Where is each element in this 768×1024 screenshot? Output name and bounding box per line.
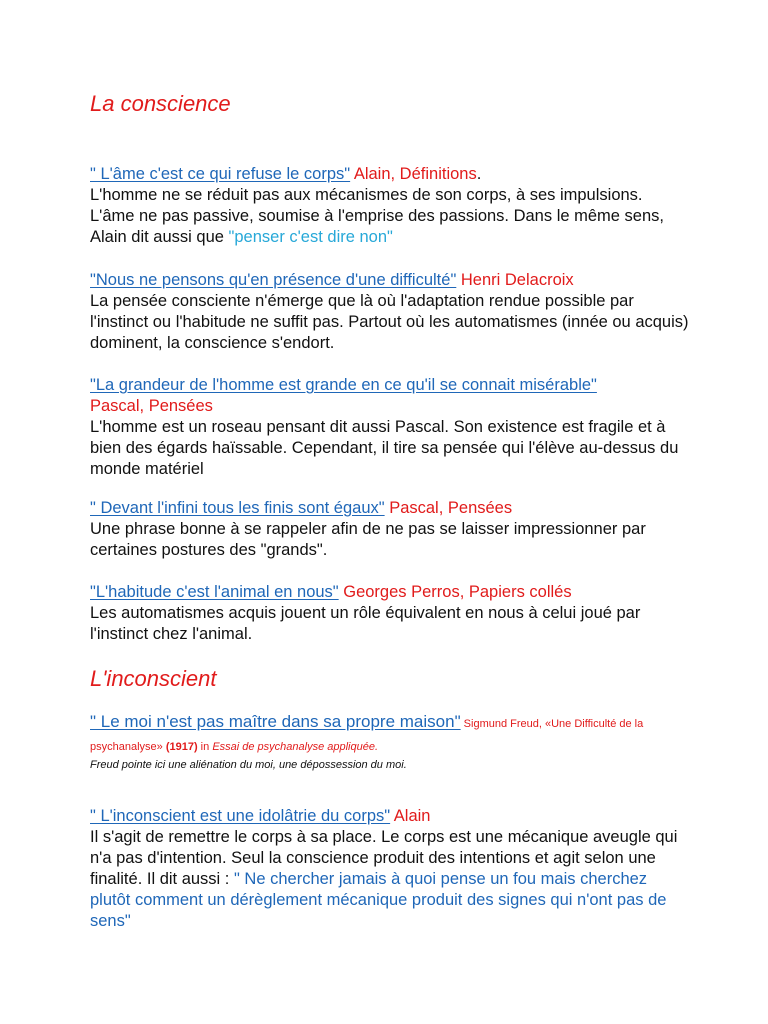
ref-in: in [197, 741, 213, 753]
author-ref: Pascal, Pensées [90, 397, 213, 415]
entry-body: L'homme est un roseau pensant dit aussi Pascal. Son existence est fragile et à bien des égards haïssable. Cependant, il tire sa pensée qui l'élève au-dessus du monde matériel [90, 418, 679, 478]
ref-year: (1917) [165, 741, 198, 753]
author-ref: Pascal, Pensées [384, 499, 513, 517]
quote-link[interactable]: "L'habitude c'est l'animal en nous" [90, 583, 339, 601]
entry-delacroix [90, 270, 690, 354]
quote-link[interactable]: "La grandeur de l'homme est grande en ce qu'il se connait misérable" [90, 376, 597, 394]
entry-pascal-infini [90, 498, 690, 561]
quote-link[interactable]: "Nous ne pensons qu'en présence d'une difficulté" [90, 271, 457, 289]
entry-body: Une phrase bonne à se rappeler afin de ne pas se laisser impressionner par certaines postures des "grands". [90, 520, 646, 559]
entry-pascal-grandeur [90, 375, 690, 480]
ref-book: Essai de psychanalyse appliquée. [212, 741, 379, 753]
entry-body: L'homme ne se réduit pas aux mécanismes de son corps, à ses impulsions. L'âme ne pas passive, soumise à l'emprise des passions. Dans le même sens, Alain dit aussi que [90, 186, 664, 246]
inline-quote: " Ne chercher jamais à quoi pense un fou mais cherchez plutôt comment un dérèglement mécanique produit des signes qui n'ont pas de sens" [90, 870, 667, 930]
ref-author: Sigmund Freud, «Une Difficulté de la psychanalyse» [90, 718, 644, 753]
entry-freud [90, 711, 690, 773]
entry-body: La pensée consciente n'émerge que là où l'adaptation rendue possible par l'instinct ou l'habitude ne suffit pas. Partout où les automatismes (innée ou acquis) dominent, la conscience s'endort. [90, 292, 689, 352]
quote-link[interactable]: " L'inconscient est une idolâtrie du corps" [90, 807, 391, 825]
entry-alain-ame [90, 164, 690, 248]
section-title-inconscient: L'inconscient [90, 666, 217, 691]
entry-note: Freud pointe ici une aliénation du moi, une dépossession du moi. [90, 759, 407, 771]
section-title-conscience: La conscience [90, 91, 231, 116]
entry-alain-inconscient [90, 806, 690, 932]
inline-quote: "penser c'est dire non" [228, 228, 393, 246]
entry-body: Il s'agit de remettre le corps à sa place. Le corps est une mécanique aveugle qui n'a pas d'intention. Seul la conscience produit des intentions et agit selon une finalité. Il dit aussi : [90, 828, 678, 888]
quote-link[interactable]: " Devant l'infini tous les finis sont égaux" [90, 499, 385, 517]
author-ref: Alain [390, 807, 431, 825]
punctuation: . [476, 165, 482, 183]
author-ref: Alain, Définitions [350, 165, 477, 183]
entry-perros [90, 582, 690, 645]
quote-link[interactable]: " Le moi n'est pas maître dans sa propre maison" [90, 712, 461, 731]
author-ref: Henri Delacroix [456, 271, 574, 289]
quote-link[interactable]: " L'âme c'est ce qui refuse le corps" [90, 165, 351, 183]
entry-body: Les automatismes acquis jouent un rôle équivalent en nous à celui joué par l'instinct chez l'animal. [90, 604, 641, 643]
author-ref: Georges Perros, Papiers collés [338, 583, 572, 601]
